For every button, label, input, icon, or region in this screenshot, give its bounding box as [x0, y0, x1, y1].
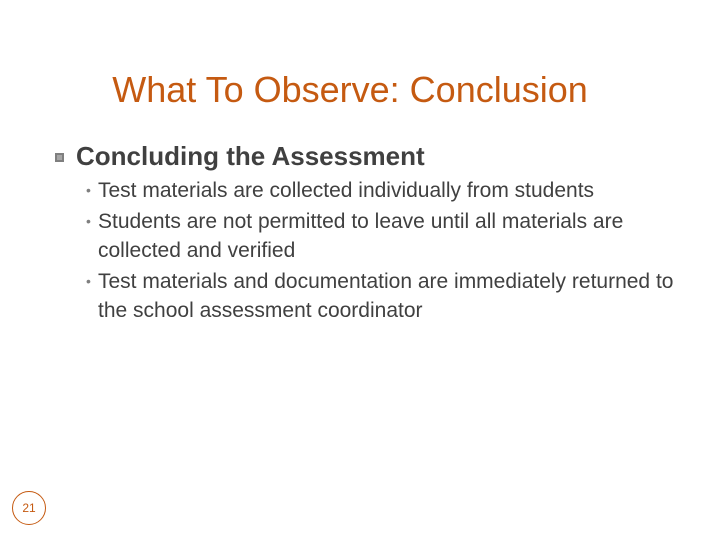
- slide-title: What To Observe: Conclusion: [112, 69, 588, 110]
- list-item: [86, 176, 686, 205]
- square-bullet-icon: [55, 153, 64, 162]
- bullet-list: [86, 176, 686, 327]
- section-heading-text: Concluding the Assessment: [76, 140, 425, 171]
- dot-bullet-icon: •: [86, 213, 91, 229]
- square-bullet-shape: [55, 153, 64, 162]
- list-item-text: Students are not permitted to leave until all materials are collected and verified: [98, 210, 624, 262]
- page-number-badge: [12, 491, 46, 525]
- dot-bullet-icon: •: [86, 182, 91, 198]
- list-item-text: Test materials and documentation are immediately returned to the school assessment coordinator: [98, 270, 674, 322]
- section-heading: [55, 136, 425, 176]
- list-item: [86, 267, 686, 325]
- page-number: 21: [22, 501, 36, 515]
- list-item: [86, 207, 686, 265]
- list-item-text: Test materials are collected individually from students: [98, 179, 595, 202]
- dot-bullet-icon: •: [86, 273, 91, 289]
